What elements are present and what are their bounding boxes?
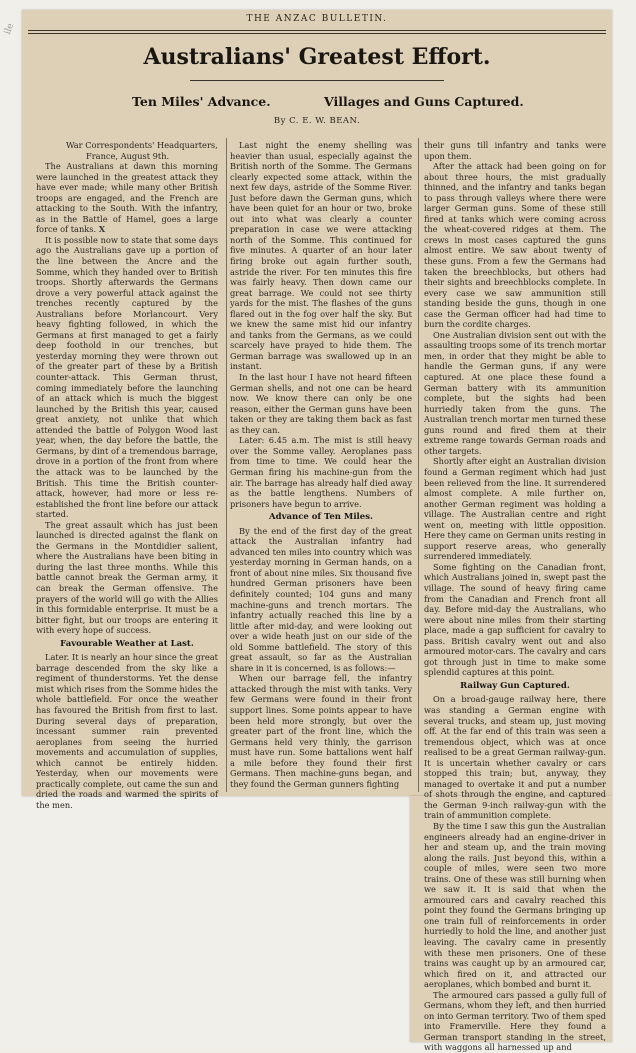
header-rule-double xyxy=(28,33,606,34)
headline: Australians' Greatest Effort. xyxy=(143,44,491,70)
paragraph-9: When our barrage fell, the infantry attacked through the mist with tanks. Very few Germans were found in their front support lines. Some points appear to have been held more strongly, but over the greater part of the front line, which the Germans held very thinly, the garrison must have run. Some battalions went half a mile before they found their first Germans. Then machine-guns began, and they found the German gunners fighting xyxy=(230,673,412,789)
column-1 xyxy=(36,140,218,810)
section-heading-railway: Railway Gun Captured. xyxy=(460,680,570,691)
margin-mark: X xyxy=(98,224,106,235)
paragraph-12: One Australian division sent out with the assaulting troops some of its trench mortar men, in order that they might be able to handle the German guns, if any were captured. At one place these found a German battery with its ammunition complete, but the sights had been hurriedly taken from the guns. The Australian trench mortar men turned these guns round and fired them at their extreme range towards German roads and other targets. xyxy=(424,329,606,456)
running-head: THE ANZAC BULLETIN. xyxy=(246,14,388,24)
paragraph-13: Shortly after eight an Australian division found a German regiment which had just been relieved from the line. It surrendered almost complete. A mile further on, another German regiment was holding a village. The Australian centre and right went on, meeting with little opposition. Here they came on German units resting in support reserve areas, who generally surrendered immediately. xyxy=(424,456,606,562)
pencil-note: ile xyxy=(2,22,17,36)
subhead-left: Ten Miles' Advance. xyxy=(132,94,271,109)
header-rule xyxy=(28,30,606,31)
paragraph-5: Last night the enemy shelling was heavier than usual, especially against the British north of the Somme. The Germans clearly expected some attack, within the next few days, astride of the Somme River. Just before dawn the German guns, which have been quiet for an hour or two, broke out into what was clearly a counter preparation in case we were attacking north of the Somme. This continued for five minutes. A quarter of an hour later firing broke out again further south, astride the river. For ten minutes this fire was fairly heavy. Then down came our great barrage. We could not see thirty yards for the mist. The flashes of the guns flared out in the fog over half the sky. But we knew the same mist hid our infantry and tanks from the Germans, as we could scarcely have prayed to hide them. The German barrage was swallowed up in an instant. xyxy=(230,140,412,372)
section-heading-weather: Favourable Weather at Last. xyxy=(60,638,194,649)
headline-rule xyxy=(190,80,444,81)
subhead-right: Villages and Guns Captured. xyxy=(324,94,524,109)
paragraph-15: On a broad-gauge railway here, there was standing a German engine with several trucks, and steam up, just moving off. At the far end of this train was seen a tremendous object, which was at once realised to be a great German railway-gun. It is uncertain whether cavalry or cars stopped this train; but, anyway, they managed to overtake it and put a number of shots through the engine, and captured the German 9-inch railway-gun with the train of ammunition complete. xyxy=(424,694,606,821)
paragraph-16: By the time I saw this gun the Australian engineers already had an engine-driver in her and steam up, and the train moving along the rails. Just beyond this, within a couple of miles, were seen two more trains. One of these was still burning when we saw it. It is said that when the armoured cars and cavalry reached this point they found the Germans bringing up one train full of reinforcements in order hurriedly to hold the line, and another just leaving. The cavalry came in presently with these men prisoners. One of these trains was caught up by an armoured car, which fired on it, and attracted our aeroplanes, which bombed and burnt it. xyxy=(424,821,606,990)
paragraph-4: Later. It is nearly an hour since the great barrage descended from the sky like a regiment of thunderstorms. Yet the dense mist which rises from the Somme hides the whole battlefield. For once the weather has favoured the British from first to last. During several days of preparation, incessant summer rain prevented aeroplanes from seeing the hurried movements and accumulation of supplies, which cannot be entirely hidden. Yesterday, when our movements were practically complete, out came the sun and dried the roads and warmed the spirits of the men. xyxy=(36,652,218,810)
section-heading-advance: Advance of Ten Miles. xyxy=(269,512,373,523)
byline: By C. E. W. BEAN. xyxy=(273,116,361,126)
paragraph-10: their guns till infantry and tanks were upon them. xyxy=(424,140,606,161)
column-rule-1 xyxy=(226,138,227,792)
paragraph-17: The armoured cars passed a gully full of Germans, whom they left, and then hurried on into German territory. Two of them sped into Framerville. Here they found a German transport standing in the street, with waggons all harnessed up and xyxy=(424,989,606,1053)
column-rule-2 xyxy=(418,138,419,792)
paragraph-11: After the attack had been going on for about three hours, the mist gradually thinned, and the infantry and tanks began to pass through valleys where there were larger German guns. Some of these still fired at tanks which were coming across the wheat-covered ridges at them. The crews in most cases captured the guns almost entire. We saw about twenty of these guns. From a few the Germans had taken the breechblocks, but others had their sights and breechblocks complete. In every case we saw ammunition still standing beside the guns, though in one case the German officer had had time to burn the cordite charges. xyxy=(424,161,606,330)
dateline-1: War Correspondents' Headquarters, xyxy=(66,140,218,150)
column-3 xyxy=(424,140,606,1053)
paragraph-1 xyxy=(36,161,218,235)
paragraph-3: The great assault which has just been launched is directed against the flank on the Germans in the Montdidier salient, where the Australians have been biting in during the last three months. While this battle cannot break the German army, it can break the German offensive. The prayers of the world will go with the Allies in this formidable enterprise. It must be a bitter fight, but our troops are entering it with every hope of success. xyxy=(36,519,218,636)
bulletin-text: The Australians at dawn this morning were launched in the greatest attack they have ever made; while many other British troops are engaged, and the French are attacking to the South. With the infantry, as in the Battle of Hamel, goes a large force of tanks. xyxy=(36,161,218,235)
column-2 xyxy=(230,140,412,789)
paragraph-7: Later: 6.45 a.m. The mist is still heavy over the Somme valley. Aeroplanes pass from time to time. We could hear the German firing his machine-gun from the air. The barrage has already half died away as the battle lengthens. Numbers of prisoners have begun to arrive. xyxy=(230,435,412,509)
paragraph-6: In the last hour I have not heard fifteen German shells, and not one can be heard now. We know there can only be one reason, either the German guns have been taken or they are taking them back as fast as they can. xyxy=(230,372,412,435)
paragraph-2: It is possible now to state that some days ago the Australians gave up a portion of the line between the Ancre and the Somme, which they handed over to British troops. Shortly afterwards the Germans drove a very powerful attack against the trenches recently captured by the Australians before Morlancourt. Very heavy fighting followed, in which the Germans at first managed to get a fairly deep foothold in our trenches, but yesterday morning they were thrown out of the greater part of these by a British counter-attack. This German thrust, coming immediately before the launching of an attack which is much the biggest launched by the British this year, caused great anxiety, not unlike that which attended the battle of Polygon Wood last year, when, the day before the battle, the Germans, by dint of a tremendous barrage, drove in a portion of the front from where the attack was to be launched by the British. This time the British counter-attack, however, had more or less re-established the front line before our attack started. xyxy=(36,234,218,520)
paragraph-8: By the end of the first day of the great attack the Australian infantry had advanced ten miles into country which was yesterday morning in German hands, on a front of about nine miles. Six thousand five hundred German prisoners have been definitely counted; 104 guns and many machine-guns and trench mortars. The infantry actually reached this line by a little after mid-day, and were looking out over a wide heath just on our side of the old Somme battlefield. The story of this great assault, so far as the Australian share in it is concerned, is as follows:— xyxy=(230,525,412,673)
dateline-2: France, August 9th. xyxy=(86,150,170,161)
paragraph-14: Some fighting on the Canadian front, which Australians joined in, swept past the village. The sound of heavy firing came from the Canadian and French front all day. Before mid-day the Australians, who were about nine miles from their starting place, made a gap sufficient for cavalry to pass. British cavalry went out and also armoured motor-cars. The cavalry and cars got through just in time to make some splendid captures at this point. xyxy=(424,561,606,678)
